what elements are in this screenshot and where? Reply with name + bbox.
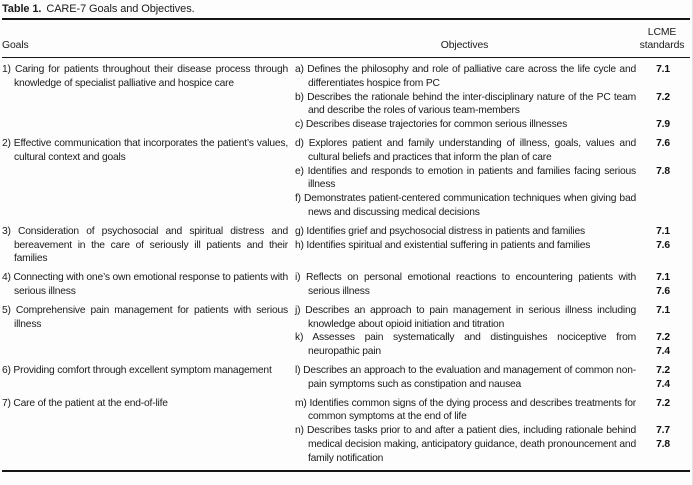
lcme-standard-value: 7.1 — [656, 225, 670, 237]
standards-cell — [636, 271, 690, 299]
table-title-label: Table 1. — [2, 3, 42, 15]
lcme-standard-value: 7.2 — [656, 397, 670, 409]
objective-item — [295, 118, 690, 132]
objective-text: j) Describes an approach to pain management in serious illness including knowledge about opioid initiation and titration — [295, 304, 636, 330]
objective-item — [295, 63, 690, 91]
goal-cell: 1) Caring for patients throughout their disease process through knowledge of specialist palliative and hospice care — [2, 64, 288, 89]
table-title-text: CARE-7 Goals and Objectives. — [46, 3, 195, 15]
goal-row — [2, 364, 690, 392]
standards-cell — [636, 137, 690, 151]
column-header-objectives: Objectives — [440, 40, 489, 51]
objectives-cell — [295, 397, 690, 466]
objective-item — [295, 364, 690, 392]
objectives-cell — [295, 304, 690, 359]
standards-cell — [636, 63, 690, 77]
standards-cell — [636, 304, 690, 318]
column-header-goals: Goals — [2, 40, 29, 51]
objective-item — [295, 91, 690, 119]
table-body — [2, 58, 690, 470]
standards-cell — [636, 331, 690, 359]
lcme-standard-value: 7.2 — [656, 332, 670, 344]
goal-cell: 2) Effective communication that incorporates the patient’s values, cultural context and goals — [2, 137, 288, 163]
lcme-standard-value: 7.2 — [656, 364, 670, 376]
bottom-rule — [2, 470, 690, 472]
lcme-standard-value: 7.1 — [656, 304, 670, 316]
lcme-standard-value: 7.4 — [656, 346, 670, 358]
standards-cell — [636, 118, 690, 132]
lcme-standard-value: 7.7 — [656, 425, 670, 437]
table-title — [2, 2, 690, 18]
objective-item — [295, 331, 690, 359]
objectives-cell — [295, 137, 690, 220]
objectives-cell — [295, 63, 690, 132]
standards-cell — [636, 239, 690, 253]
lcme-standard-value: 7.6 — [656, 137, 670, 149]
objective-text: g) Identifies grief and psychosocial distress in patients and families — [295, 225, 585, 237]
goal-cell: 3) Consideration of psychosocial and spiritual distress and bereavement in the care of seriously ill patients and their families — [2, 225, 288, 265]
objectives-cell — [295, 271, 690, 299]
objective-item — [295, 424, 690, 465]
lcme-standard-value: 7.1 — [656, 64, 670, 75]
goal-row — [2, 271, 690, 299]
objective-text: b) Describes the rationale behind the inter-disciplinary nature of the PC team and describe the roles of various team-members — [295, 91, 636, 117]
objective-item — [295, 304, 690, 332]
lcme-standard-value: 7.4 — [656, 378, 670, 390]
objective-text: k) Assesses pain systematically and distinguishes nociceptive from neuropathic pain — [295, 332, 636, 358]
goal-cell: 6) Providing comfort through excellent symptom management — [2, 364, 272, 376]
standards-cell — [636, 397, 690, 411]
objective-text: h) Identifies spiritual and existential suffering in patients and families — [295, 239, 591, 251]
objective-text: d) Explores patient and family understanding of illness, goals, values and cultural beliefs and practices that inform the plan of care — [295, 137, 636, 163]
lcme-standard-value: 7.1 — [656, 272, 670, 284]
objective-text: f) Demonstrates patient-centered communication techniques when giving bad news and discussing medical decisions — [295, 193, 636, 218]
standards-cell — [636, 424, 690, 452]
objective-text: l) Describes an approach to the evaluation and management of common non-pain symptoms such as constipation and nausea — [295, 364, 636, 390]
column-header-lcme-standards: LCME standards — [639, 27, 685, 51]
objective-item — [295, 192, 690, 220]
goal-cell: 7) Care of the patient at the end-of-life — [2, 397, 168, 409]
lcme-standard-value: 7.6 — [656, 285, 670, 297]
objective-item — [295, 271, 690, 299]
standards-cell — [636, 165, 690, 179]
lcme-standard-value: 7.6 — [656, 239, 670, 251]
objectives-cell — [295, 225, 690, 266]
lcme-standard-value: 7.8 — [656, 165, 670, 177]
table-header-row — [2, 20, 690, 57]
objective-text: a) Defines the philosophy and role of palliative care across the life cycle and differentiates hospice from PC — [295, 64, 636, 89]
goal-row — [2, 225, 690, 266]
lcme-standard-value: 7.8 — [656, 438, 670, 450]
goal-row — [2, 397, 690, 466]
objective-item — [295, 137, 690, 165]
standards-cell — [636, 91, 690, 105]
lcme-standard-value: 7.2 — [656, 91, 670, 103]
goal-row — [2, 63, 690, 132]
objective-item — [295, 397, 690, 425]
goal-cell: 5) Comprehensive pain management for patients with serious illness — [2, 304, 288, 330]
objective-text: c) Describes disease trajectories for common serious illnesses — [295, 119, 568, 131]
objective-item — [295, 239, 690, 253]
goal-row — [2, 304, 690, 359]
lcme-standard-value: 7.9 — [656, 119, 670, 131]
standards-cell — [636, 364, 690, 392]
standards-cell — [636, 225, 690, 239]
objectives-cell — [295, 364, 690, 392]
objective-item — [295, 165, 690, 193]
objective-text: e) Identifies and responds to emotion in patients and families facing serious illness — [295, 165, 636, 191]
objective-text: n) Describes tasks prior to and after a patient dies, including rationale behind medical decision making, anticipatory guidance, death pronouncement and family notification — [295, 425, 636, 464]
goal-cell: 4) Connecting with one’s own emotional response to patients with serious illness — [2, 272, 288, 297]
goal-row — [2, 137, 690, 220]
objective-text: i) Reflects on personal emotional reactions to encountering patients with serious illness — [295, 272, 636, 297]
objective-text: m) Identifies common signs of the dying process and describes treatments for common symptoms at the end of life — [295, 397, 636, 423]
objective-item — [295, 225, 690, 239]
